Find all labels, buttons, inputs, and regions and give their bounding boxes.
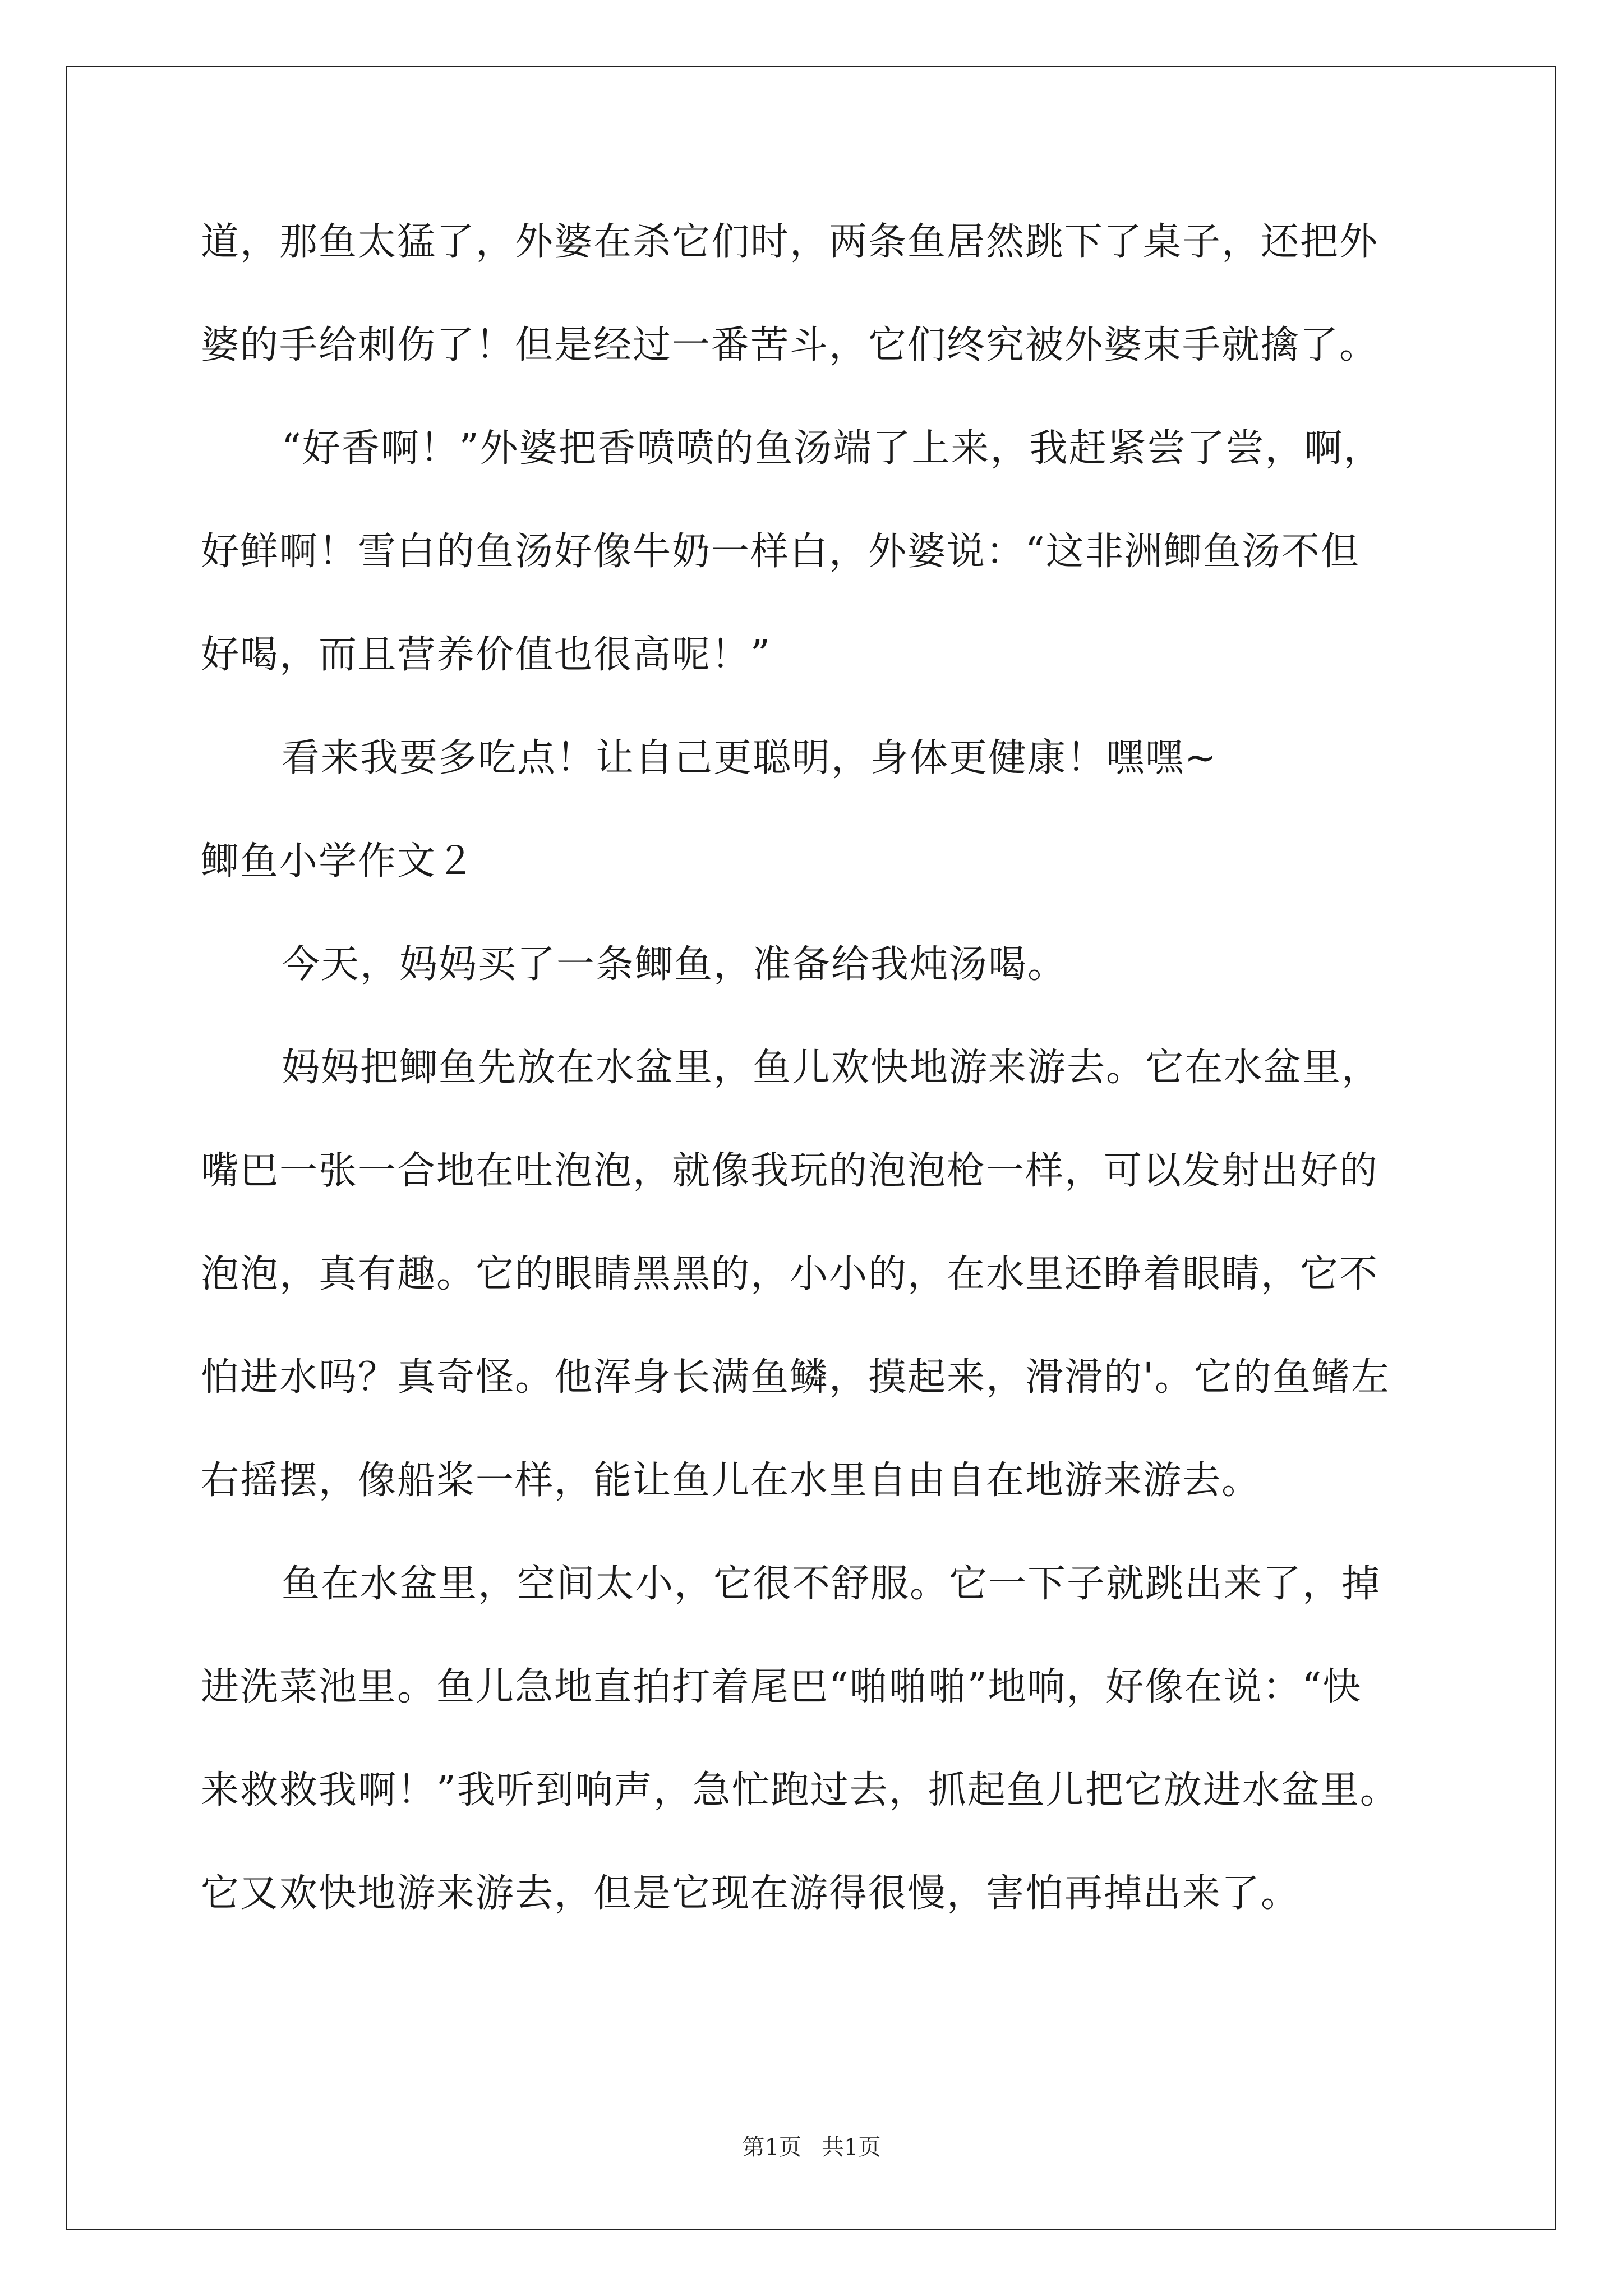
page-footer <box>0 2129 1623 2161</box>
text-line: 进洗菜池里。鱼儿急地直拍打着尾巴“啪啪啪”地响，好像在说：“快 <box>201 1665 1362 1709</box>
page-number: 第1页 <box>742 2134 801 2160</box>
text-line: 嘴巴一张一合地在吐泡泡，就像我玩的泡泡枪一样，可以发射出好的 <box>201 1149 1379 1193</box>
text-line: 婆的手给刺伤了！但是经过一番苦斗，它们终究被外婆束手就擒了。 <box>201 323 1379 367</box>
text-line: 看来我要多吃点！让自己更聪明，身体更健康！嘿嘿~ <box>282 736 1218 780</box>
text-line: 右摇摆，像船桨一样，能让鱼儿在水里自由自在地游来游去。 <box>201 1458 1261 1503</box>
text-line: “好香啊！”外婆把香喷喷的鱼汤端了上来，我赶紧尝了尝，啊， <box>282 426 1383 471</box>
text-line: 妈妈把鲫鱼先放在水盆里，鱼儿欢快地游来游去。它在水盆里， <box>282 1046 1381 1090</box>
text-line: 鱼在水盆里，空间太小，它很不舒服。它一下子就跳出来了，掉 <box>282 1562 1381 1606</box>
text-line: 好喝，而且营养价值也很高呢！” <box>201 633 771 677</box>
text-line: 好鲜啊！雪白的鱼汤好像牛奶一样白，外婆说：“这非洲鲫鱼汤不但 <box>201 530 1360 574</box>
page-total: 共1页 <box>822 2134 881 2160</box>
text-line: 泡泡，真有趣。它的眼睛黑黑的，小小的，在水里还睁着眼睛，它不 <box>201 1252 1379 1296</box>
text-line: 来救救我啊！”我听到响声，急忙跑过去，抓起鱼儿把它放进水盆里。 <box>201 1768 1399 1812</box>
text-line: 道，那鱼太猛了，外婆在杀它们时，两条鱼居然跳下了桌子，还把外 <box>201 220 1379 264</box>
text-line: 它又欢快地游来游去，但是它现在游得很慢，害怕再掉出来了。 <box>201 1871 1301 1916</box>
section-heading: 鲫鱼小学作文２ <box>201 839 476 884</box>
text-line: 怕进水吗？真奇怪。他浑身长满鱼鳞，摸起来，滑滑的'。它的鱼鳍左 <box>201 1355 1390 1400</box>
text-line: 今天，妈妈买了一条鲫鱼，准备给我炖汤喝。 <box>282 942 1067 987</box>
